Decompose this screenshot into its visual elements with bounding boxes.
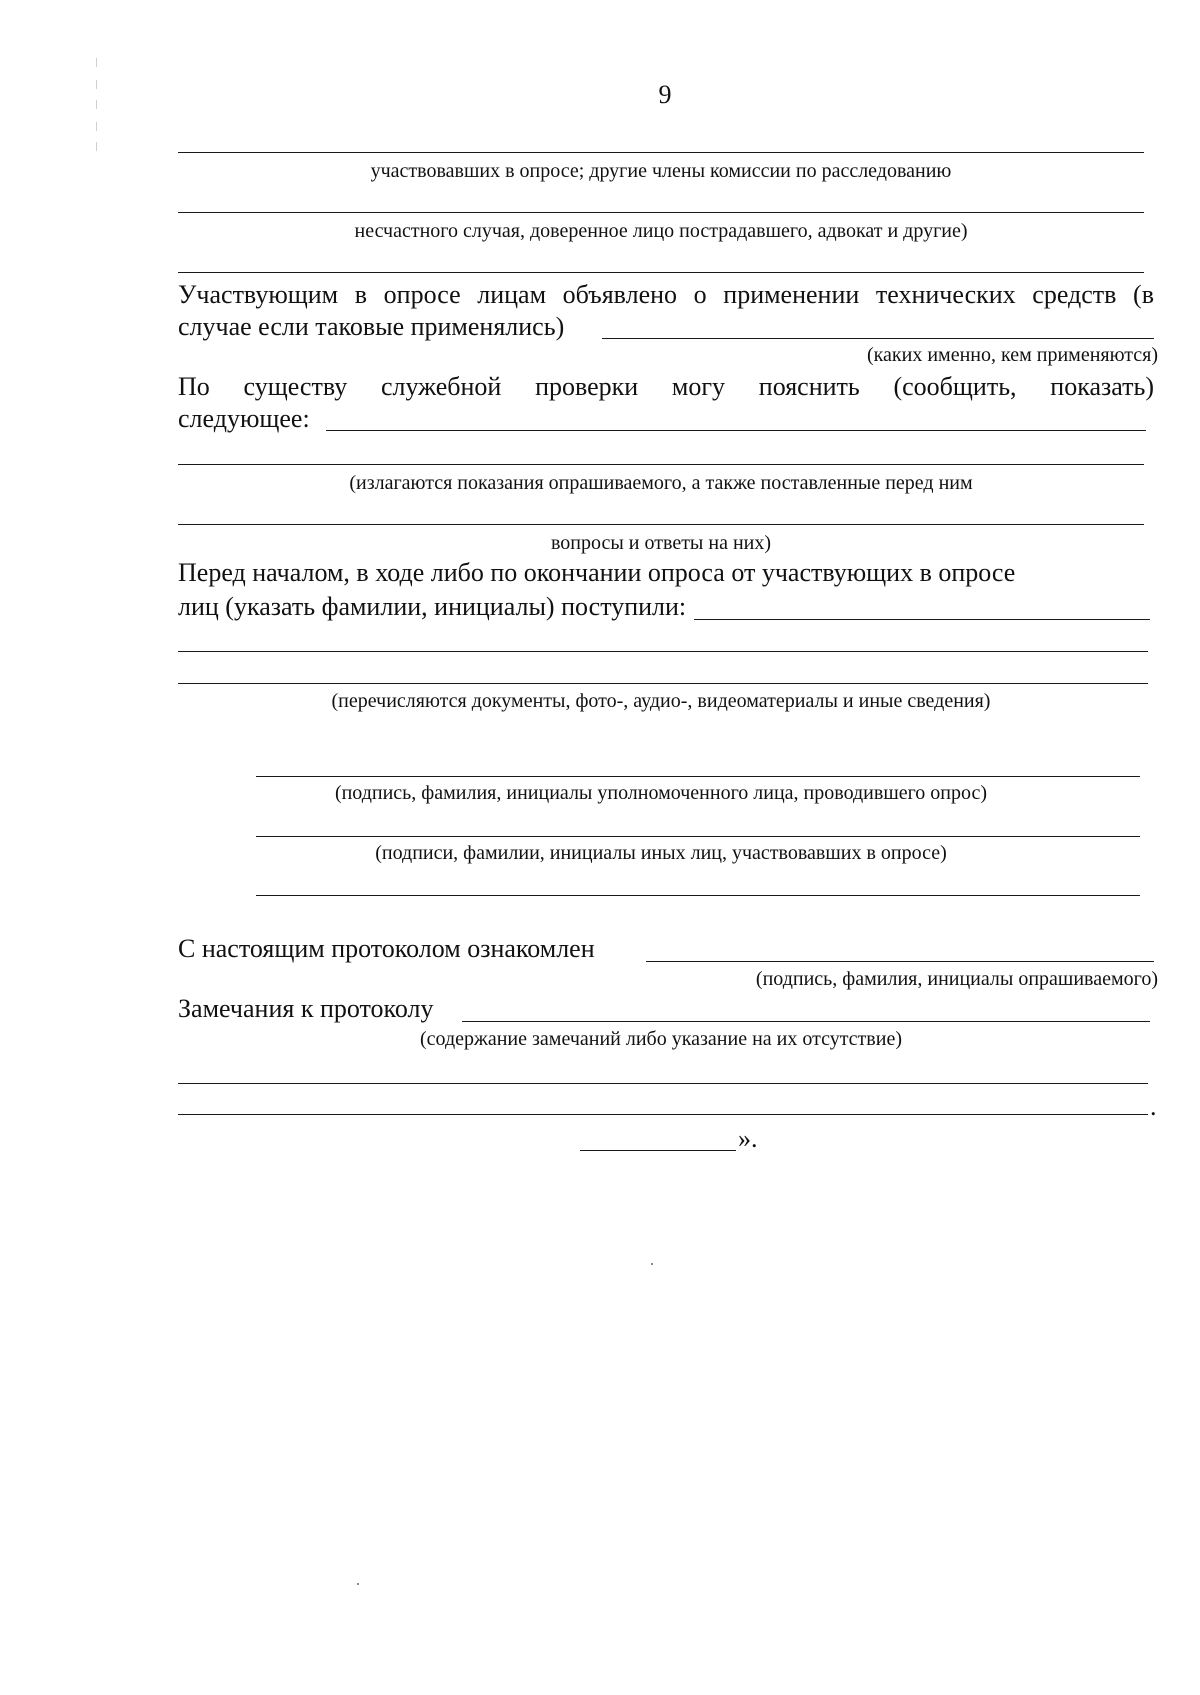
fill-line	[178, 524, 1144, 525]
fill-line	[178, 1114, 1148, 1115]
fill-line	[326, 430, 1146, 431]
paragraph-remarks: Замечания к протоколу	[178, 994, 434, 1023]
signature-line-others	[256, 836, 1140, 837]
hint-sig-official: (подпись, фамилия, инициалы уполномоченного лица, проводившего опрос)	[334, 782, 988, 804]
signature-line-interviewee	[646, 961, 1154, 962]
paragraph-tech-means-line1: Участвующим в опросе лицам объявлено о применении технических средств (в	[178, 280, 1154, 309]
fill-line	[178, 272, 1144, 273]
fill-line	[602, 338, 1154, 339]
scan-margin-mark	[96, 122, 97, 131]
fill-line	[178, 152, 1144, 153]
fill-line	[178, 1083, 1148, 1084]
hint-tech-means: (каких именно, кем применяются)	[866, 344, 1158, 366]
scan-margin-mark	[96, 100, 97, 109]
scan-margin-mark	[96, 142, 97, 151]
final-period: .	[1150, 1092, 1157, 1121]
closing-quote: ».	[738, 1124, 758, 1153]
hint-participants-2: несчастного случая, доверенное лицо пострадавшего, адвокат и другие)	[354, 220, 968, 242]
paragraph-received-line2: лиц (указать фамилии, инициалы) поступили:	[178, 592, 687, 621]
paragraph-received-line1: Перед началом, в ходе либо по окончании опроса от участвующих в опросе	[178, 558, 1016, 587]
hint-testimony-1: (излагаются показания опрашиваемого, а также поставленные перед ним	[349, 472, 973, 494]
page-number: 9	[658, 80, 672, 109]
hint-remarks-content: (содержание замечаний либо указание на их отсутствие)	[420, 1028, 902, 1050]
scan-speck	[651, 1263, 653, 1265]
paragraph-explain-line1: По существу служебной проверки могу пояснить (сообщить, показать)	[178, 372, 1154, 401]
fill-line	[178, 212, 1144, 213]
signature-line-official	[256, 776, 1140, 777]
fill-line	[178, 683, 1148, 684]
paragraph-explain-line2: следующее:	[178, 404, 310, 433]
hint-participants-1: участвовавших в опросе; другие члены комиссии по расследованию	[370, 160, 952, 182]
fill-line	[178, 651, 1148, 652]
hint-testimony-2: вопросы и ответы на них)	[550, 532, 772, 554]
scan-margin-mark	[96, 80, 97, 89]
hint-materials: (перечисляются документы, фото-, аудио-, видеоматериалы и иные сведения)	[331, 690, 991, 712]
fill-line	[462, 1021, 1150, 1022]
hint-sig-interviewee: (подпись, фамилия, инициалы опрашиваемого)	[755, 968, 1158, 990]
scan-speck	[357, 1583, 359, 1585]
fill-line	[694, 619, 1150, 620]
paragraph-tech-means-line2: случае если таковые применялись)	[178, 312, 565, 341]
fill-line	[580, 1150, 736, 1151]
fill-line	[178, 464, 1144, 465]
signature-line-extra	[256, 895, 1140, 896]
scan-margin-mark	[96, 58, 97, 67]
paragraph-acquainted: С настоящим протоколом ознакомлен	[178, 934, 595, 963]
hint-sig-others: (подписи, фамилии, инициалы иных лиц, участвовавших в опросе)	[375, 842, 947, 864]
